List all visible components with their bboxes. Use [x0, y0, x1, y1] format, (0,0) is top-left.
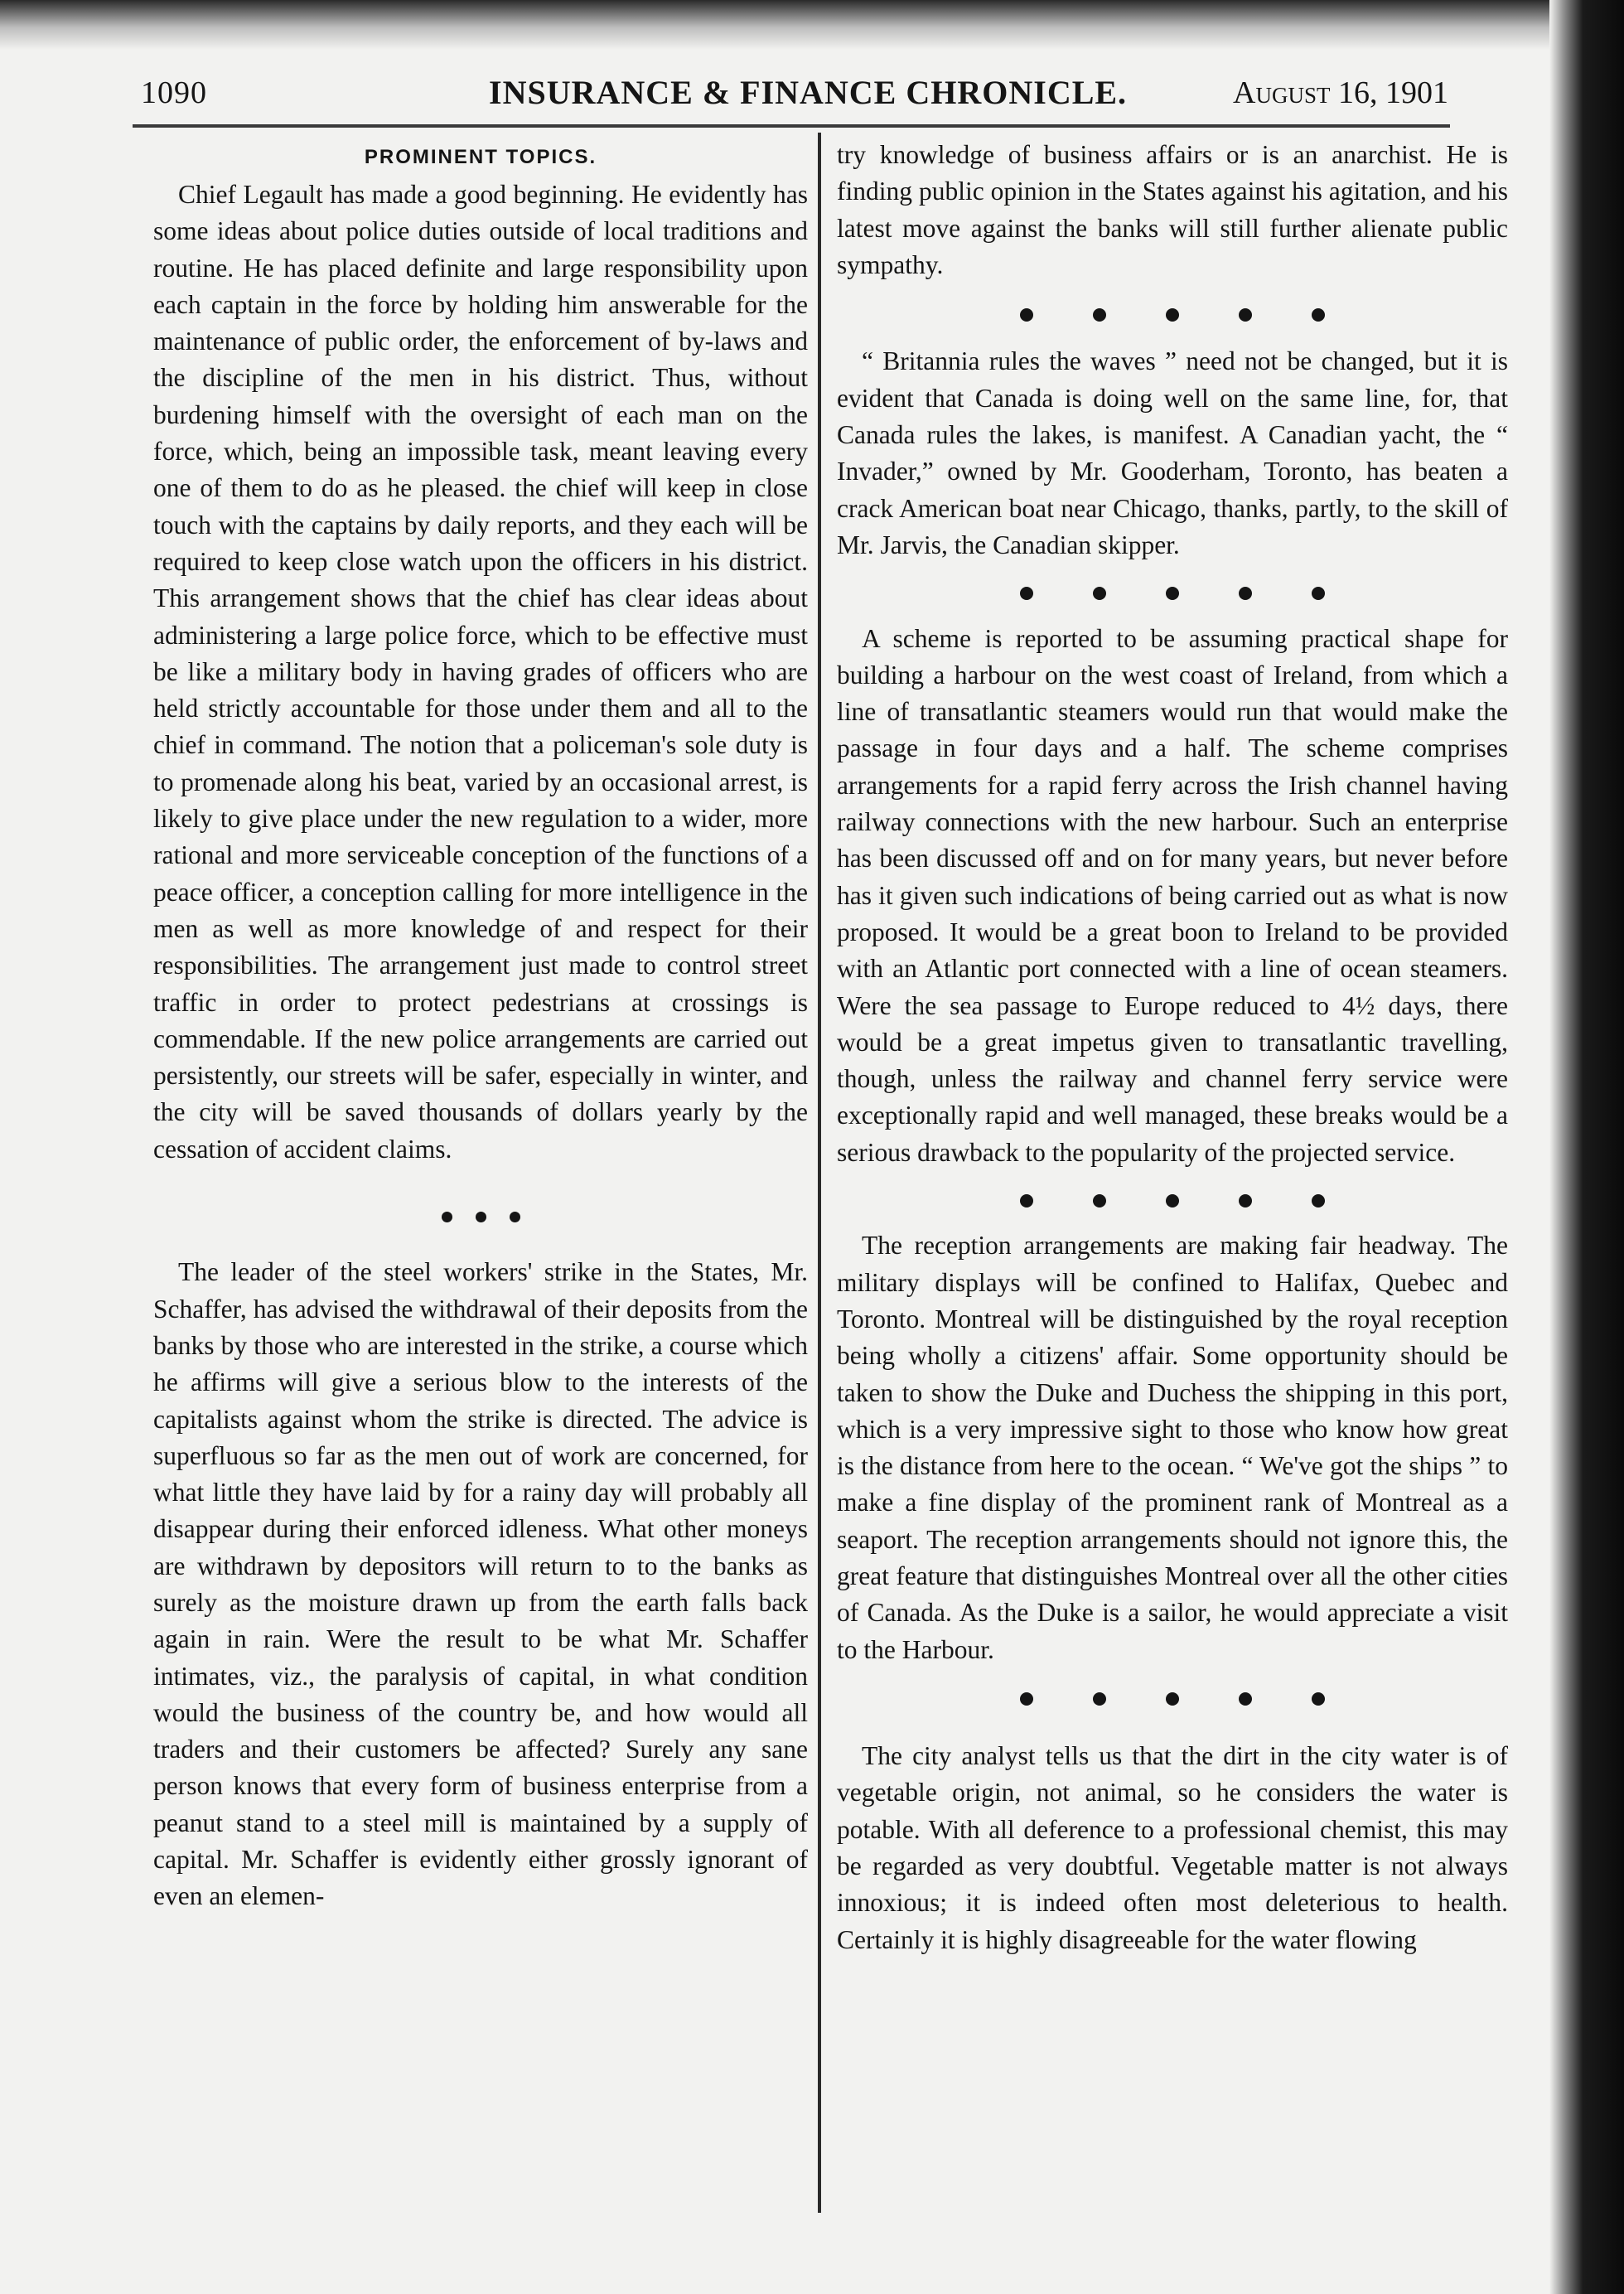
article-steel-strike-continued: try knowledge of business affairs or is an anarchist. He is finding public opinion in the States against his agitation, and his latest move against the banks will still further alienate public sympathy.	[837, 140, 1508, 279]
article-royal-reception: The reception arrangements are making fair headway. The military displays will be confined to Halifax, Quebec and Toronto. Montreal will be distinguished by the royal reception being wholly a citizens' affair. Some opportunity should be taken to show the Duke and Duchess the shipping in this port, which is a very impressive sight to those who know how great is the distance from here to the ocean. “ We've got the ships ” to make a fine display of the prominent rank of Montreal as a seaport. The reception arrangements should not ignore this, the great feature that distinguishes Montreal over all the other cities of Canada. As the Duke is a sailor, he would appreciate a visit to the Harbour.	[837, 1231, 1508, 1664]
dot	[1020, 1194, 1033, 1207]
dot	[1020, 587, 1033, 600]
page-header	[141, 68, 1467, 118]
article-yacht: “ Britannia rules the waves ” need not be changed, but it is evident that Canada is doing well on the same line, for, that Canada rules the lakes, is manifest. A Canadian yacht, the “ Invader,” owned by Mr. Gooderham, Toronto, has beaten a crack American boat near Chicago, thanks, partly, to the skill of Mr. Jarvis, the Canadian skipper.	[837, 346, 1508, 559]
left-column	[153, 137, 808, 1915]
scan-shadow-right	[1549, 0, 1624, 2294]
dot	[1093, 1692, 1106, 1706]
separator-dots	[837, 295, 1508, 332]
dot	[1166, 1692, 1179, 1706]
separator-dots	[837, 1680, 1508, 1716]
header-rule	[133, 124, 1450, 128]
article-steel-strike: The leader of the steel workers' strike in the States, Mr. Schaffer, has advised the withdrawal of their deposits from the banks by those who are interested in the strike, a course which he affirms will give a serious blow to the interests of the capitalists against whom the strike is directed. The advice is superfluous so far as the men out of work are concerned, for what little they have laid by for a rainy day will probably all disappear during their enforced idleness. What other moneys are withdrawn by depositors will return to to the banks as surely as the moisture drawn up from the earth falls back again in rain. Were the result to be what Mr. Schaffer intimates, viz., the paralysis of capital, in what condition would the business of the country be, and how would all traders and their customers be affected? Surely any sane person knows that every form of business enterprise from a peanut stand to a steel mill is maintained by a supply of capital. Mr. Schaffer is evidently either grossly ignorant of even an elemen-	[153, 1257, 808, 1911]
dot	[1239, 587, 1252, 600]
separator-dots	[837, 574, 1508, 610]
article-police: Chief Legault has made a good beginning. He evidently has some ideas about police duties outside of local traditions and routine. He has placed definite and large responsibility upon each captain in the force by holding him answerable for the maintenance of public order, the enforcement of by-laws and the discipline of the men in his district. Thus, without burdening himself with the oversight of each man on the force, which, being an impossible task, meant leaving every one of them to do as he pleased. the chief will keep in close touch with the captains by daily reports, and they each will be required to keep close watch upon the officers in his district. This arrangement shows that the chief has clear ideas about administering a large police force, which to be effective must be like a military body in having grades of officers who are held strictly accountable for those under them and all to the chief in command. The notion that a policeman's sole duty is to promenade along his beat, varied by an occasional arrest, is likely to give place under the new regulation to a wider, more rational and more serviceable conception of the functions of a peace officer, a conception calling for more intelligence in the men as well as more knowledge of and respect for their responsibilities. The arrangement just made to control street traffic in order to protect pedestrians at crossings is commendable. If the new police arrangements are carried out persistently, our streets will be safer, especially in winter, and the city will be saved thousands of dollars yearly by the cessation of accident claims.	[153, 180, 808, 1164]
dot	[1166, 308, 1179, 322]
publication-title: INSURANCE & FINANCE CHRONICLE.	[489, 74, 1128, 111]
dot	[1239, 1692, 1252, 1706]
page-number: 1090	[141, 75, 207, 110]
dot	[1312, 308, 1325, 322]
dot	[1093, 587, 1106, 600]
article-city-water: The city analyst tells us that the dirt in the city water is of vegetable origin, not animal, so he considers the water is potable. With all deference to a professional chemist, this may be regarded as very doubtful. Vegetable matter is not always innoxious; it is indeed often most deleterious to health. Certainly it is highly disagreeable for the water flowing	[837, 1741, 1508, 1954]
dot	[1239, 308, 1252, 322]
article-irish-harbour: A scheme is reported to be assuming practical shape for building a harbour on the west coast of Ireland, from which a line of transatlantic steamers would run that would make the passage in four days and a half. The scheme comprises arrangements for a rapid ferry across the Irish channel having railway connections with the new harbour. Such an enterprise has been discussed off and on for many years, but never before has it given such indications of being carried out as what is now proposed. It would be a great boon to Ireland to be provided with an Atlantic port connected with a line of ocean steamers. Were the sea passage to Europe reduced to 4½ days, there would be a great impetus given to transatlantic travelling, though, unless the railway and channel ferry service were exceptionally rapid and well managed, these breaks would be a serious drawback to the popularity of the projected service.	[837, 623, 1508, 1167]
dot	[476, 1212, 486, 1222]
section-title: PROMINENT TOPICS.	[364, 146, 597, 168]
separator-dots	[153, 1198, 808, 1234]
scan-shadow-top	[0, 0, 1624, 50]
dot	[1020, 1692, 1033, 1706]
dot	[1312, 1692, 1325, 1706]
dot	[1312, 587, 1325, 600]
dot	[1166, 1194, 1179, 1207]
separator-dots	[837, 1181, 1508, 1217]
dot	[1312, 1194, 1325, 1207]
column-divider	[818, 133, 821, 2213]
dot	[1020, 308, 1033, 322]
issue-date: August 16, 1901	[1233, 75, 1448, 110]
dot	[1093, 1194, 1106, 1207]
dot	[510, 1212, 520, 1222]
dot	[442, 1212, 452, 1222]
dot	[1239, 1194, 1252, 1207]
dot	[1166, 587, 1179, 600]
right-column	[837, 137, 1508, 1958]
dot	[1093, 308, 1106, 322]
